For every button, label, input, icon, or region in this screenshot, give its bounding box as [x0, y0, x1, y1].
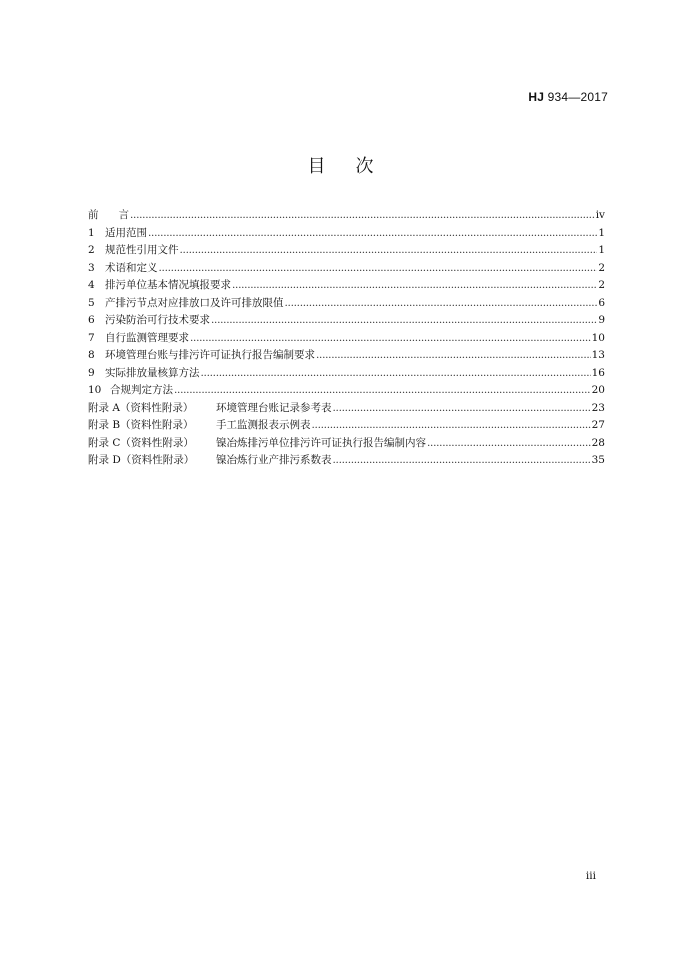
document-code-prefix: HJ — [528, 90, 545, 104]
toc-leader-dots — [130, 207, 595, 225]
toc-entry-label: 自行监测管理要求 — [105, 331, 189, 344]
toc-entry-page: 2 — [598, 261, 605, 274]
toc-leader-dots — [190, 330, 591, 348]
toc-entry-label: 合规判定方法 — [110, 384, 173, 396]
toc-entry-page: iv — [595, 209, 605, 221]
toc-leader-dots — [174, 382, 591, 400]
toc-entry-1[interactable] — [88, 225, 605, 243]
toc-leader-dots — [148, 225, 597, 243]
toc-entry-4[interactable] — [88, 277, 605, 295]
toc-leader-dots — [180, 242, 598, 260]
toc-entry-number: 5 — [88, 296, 95, 309]
toc-entry-page: 2 — [598, 279, 605, 291]
page-number: iii — [585, 870, 596, 882]
toc-entry-page: 9 — [598, 314, 605, 326]
toc-entry-2[interactable] — [88, 242, 605, 260]
toc-entry-page: 1 — [598, 244, 605, 256]
toc-entry-page: 13 — [591, 349, 605, 361]
toc-leader-dots — [316, 347, 591, 365]
toc-entry-8[interactable] — [88, 347, 605, 365]
toc-entry-label: 术语和定义 — [105, 261, 158, 274]
toc-title-char-2: 次 — [355, 156, 374, 177]
toc-leader-dots — [159, 260, 598, 278]
toc-list — [88, 207, 605, 470]
toc-entry-10[interactable] — [88, 382, 605, 400]
toc-entry-number: 7 — [88, 331, 95, 344]
toc-entry-label: 排污单位基本情况填报要求 — [105, 279, 231, 291]
toc-entry-label: 环境管理台账记录参考表 — [216, 401, 332, 414]
toc-entry-page: 16 — [591, 366, 605, 379]
toc-entry-page: 1 — [598, 226, 605, 239]
toc-entry-page: 27 — [591, 419, 605, 431]
toc-leader-dots — [285, 295, 598, 313]
document-code — [528, 90, 608, 104]
toc-entry-3[interactable] — [88, 260, 605, 278]
document-code-number: 934—2017 — [544, 90, 608, 104]
toc-entry-appendix-b[interactable] — [88, 417, 605, 435]
toc-title — [0, 152, 681, 178]
toc-entry-number: 3 — [88, 261, 95, 274]
toc-entry-7[interactable] — [88, 330, 605, 348]
toc-entry-page: 35 — [591, 454, 605, 466]
toc-entry-number: 6 — [88, 314, 95, 326]
toc-appendix-tag: 附录 B（资料性附录） — [88, 419, 194, 431]
toc-entry-label-part: 前 — [88, 209, 99, 221]
toc-entry-appendix-a[interactable] — [88, 400, 605, 418]
toc-entry-appendix-d[interactable] — [88, 452, 605, 470]
toc-appendix-tag: 附录 D（资料性附录） — [88, 454, 195, 466]
toc-leader-dots — [211, 312, 597, 330]
toc-entry-label: 环境管理台账与排污许可证执行报告编制要求 — [105, 349, 315, 361]
toc-entry-9[interactable] — [88, 365, 605, 383]
toc-entry-appendix-c[interactable] — [88, 435, 605, 453]
toc-title-char-1: 目 — [307, 156, 326, 177]
toc-entry-page: 20 — [591, 384, 605, 396]
toc-entry-page: 28 — [591, 436, 605, 449]
toc-entry-page: 23 — [591, 401, 605, 414]
toc-entry-label-part: 言 — [118, 209, 129, 221]
toc-entry-label: 镍冶炼排污单位排污许可证执行报告编制内容 — [216, 436, 426, 449]
toc-entry-label: 实际排放量核算方法 — [105, 366, 200, 379]
toc-entry-number: 9 — [88, 366, 95, 379]
toc-entry-label: 镍冶炼行业产排污系数表 — [216, 454, 332, 466]
toc-entry-label: 污染防治可行技术要求 — [105, 314, 210, 326]
toc-entry-number: 4 — [88, 279, 95, 291]
toc-leader-dots — [333, 452, 591, 470]
toc-leader-dots — [312, 417, 591, 435]
toc-leader-dots — [333, 400, 591, 418]
toc-entry-5[interactable] — [88, 295, 605, 313]
toc-leader-dots — [232, 277, 597, 295]
toc-leader-dots — [427, 435, 591, 453]
toc-entry-page: 6 — [598, 296, 605, 309]
toc-entry-6[interactable] — [88, 312, 605, 330]
toc-entry-number: 1 — [88, 226, 95, 239]
toc-appendix-tag: 附录 A（资料性附录） — [88, 401, 194, 414]
toc-entry-number: 2 — [88, 244, 95, 256]
toc-entry-number: 8 — [88, 349, 95, 361]
toc-entry-number: 10 — [88, 384, 102, 396]
toc-appendix-tag: 附录 C（资料性附录） — [88, 436, 194, 449]
toc-entry-label: 规范性引用文件 — [105, 244, 179, 256]
toc-entry-label: 适用范围 — [105, 226, 147, 239]
toc-entry-label: 产排污节点对应排放口及许可排放限值 — [105, 296, 284, 309]
toc-entry-page: 10 — [591, 331, 605, 344]
toc-entry-foreword[interactable] — [88, 207, 605, 225]
toc-entry-label: 手工监测报表示例表 — [216, 419, 311, 431]
toc-leader-dots — [201, 365, 591, 383]
